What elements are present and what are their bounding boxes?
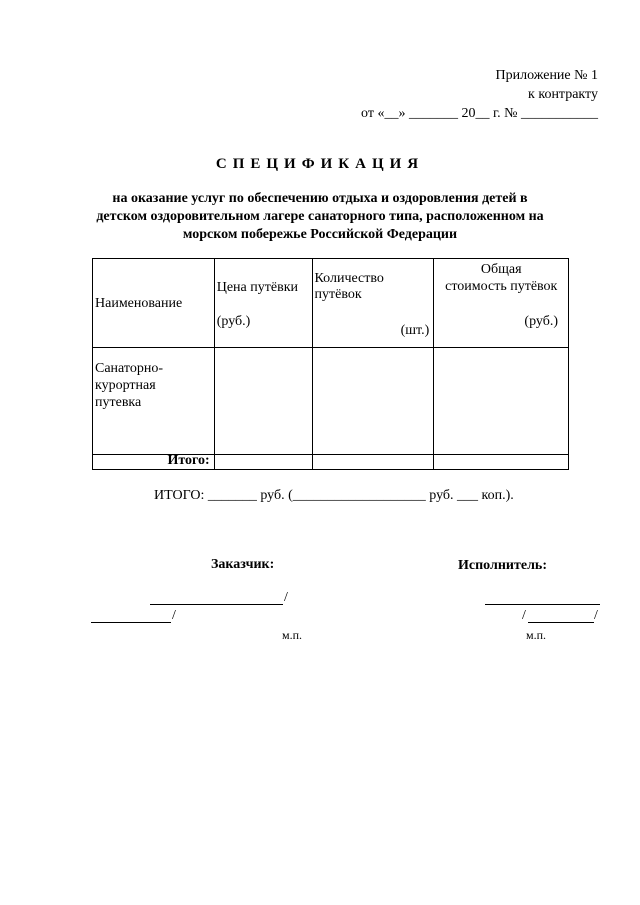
column-qty-unit: (шт.)	[400, 323, 430, 338]
total-price-cell	[214, 455, 312, 470]
customer-sign-line	[150, 604, 283, 605]
item-price-cell	[214, 348, 312, 455]
item-qty-cell	[312, 348, 434, 455]
total-sum-cell	[434, 455, 569, 470]
contract-date-line: от «__» _______ 20__ г. № ___________	[361, 106, 598, 121]
appendix-label: Приложение № 1	[495, 68, 598, 83]
subtitle-line: морском побережье Российской Федерации	[182, 227, 458, 242]
header-cell-total	[434, 259, 569, 348]
document-title: СПЕЦИФИКАЦИЯ	[215, 156, 425, 172]
executor-name-slash-left: /	[522, 608, 526, 623]
customer-name-line	[91, 622, 171, 623]
executor-sign-line	[485, 604, 600, 605]
total-qty-cell	[312, 455, 434, 470]
item-name-cell	[93, 348, 215, 455]
column-price-label: Цена путёвки	[216, 280, 298, 295]
contract-ref: к контракту	[528, 87, 598, 102]
total-label: Итого:	[167, 453, 210, 468]
subtitle-line: детском оздоровительном лагере санаторного типа, расположенном на	[96, 209, 544, 224]
item-name-line: Санаторно-	[95, 361, 163, 376]
itogo-line: ИТОГО: _______ руб. (___________________ руб. ___ коп.).	[154, 488, 514, 503]
specification-table	[92, 258, 569, 470]
column-price-unit: (руб.)	[216, 314, 251, 329]
item-name-line: курортная	[95, 378, 156, 393]
executor-label: Исполнитель:	[458, 558, 547, 573]
header-cell-name	[93, 259, 215, 348]
executor-name-line	[528, 622, 594, 623]
item-total-cell	[434, 348, 569, 455]
subtitle-line: на оказание услуг по обеспечению отдыха и оздоровления детей в	[112, 191, 528, 206]
column-total-label-2: стоимость путёвок	[445, 279, 558, 294]
total-label-cell	[93, 455, 215, 470]
executor-stamp-label: м.п.	[526, 628, 547, 642]
column-qty-label: Количество путёвок	[314, 271, 384, 302]
table-header-row	[93, 259, 569, 348]
table-row	[93, 348, 569, 455]
document-subtitle	[60, 190, 580, 244]
column-name-label: Наименование	[95, 296, 183, 311]
header-cell-price	[214, 259, 312, 348]
customer-stamp-label: м.п.	[282, 628, 303, 642]
customer-name-slash: /	[172, 608, 176, 623]
customer-sign-slash: /	[284, 590, 288, 605]
item-name-line: путевка	[95, 395, 142, 410]
header-cell-qty	[312, 259, 434, 348]
column-total-unit: (руб.)	[524, 314, 558, 329]
column-total-label-1: Общая	[480, 262, 522, 277]
table-total-row	[93, 455, 569, 470]
customer-label: Заказчик:	[211, 557, 275, 572]
executor-name-slash-right: /	[594, 608, 598, 623]
